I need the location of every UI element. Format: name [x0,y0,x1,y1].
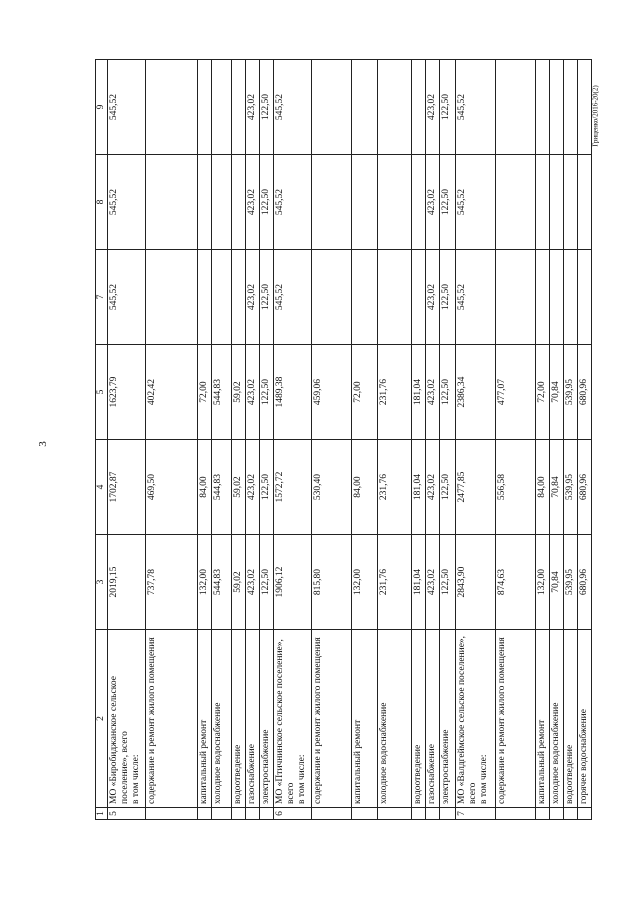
value-cell: 545,52 [274,155,312,250]
value-cell: 70,84 [550,440,564,535]
value-cell: 545,52 [456,60,496,155]
value-cell [550,155,564,250]
value-cell [412,60,426,155]
row-number-cell [260,808,274,820]
value-cell [564,60,578,155]
table-row [274,60,312,820]
value-cell: 122,50 [440,155,456,250]
value-cell [550,60,564,155]
value-cell [232,250,246,345]
value-cell [232,60,246,155]
row-number-cell: 6 [274,808,312,820]
row-number-cell [412,808,426,820]
value-cell [564,155,578,250]
item-name-cell: электроснабжение [260,630,274,808]
row-number-cell [550,808,564,820]
value-cell [378,250,412,345]
value-cell [578,250,592,345]
table-row [536,60,550,820]
row-number-cell [536,808,550,820]
value-cell: 545,52 [456,250,496,345]
value-cell [564,250,578,345]
value-cell: 1702,87 [108,440,146,535]
row-number-cell [246,808,260,820]
value-cell: 132,00 [352,535,378,630]
value-cell [312,155,352,250]
value-cell: 423,02 [246,535,260,630]
value-cell: 2843,90 [456,535,496,630]
value-cell: 122,50 [440,440,456,535]
value-cell: 1906,12 [274,535,312,630]
value-cell: 122,50 [260,155,274,250]
item-name-cell: холодное водоснабжение [378,630,412,808]
item-name-cell: холодное водоснабжение [212,630,232,808]
table-row [550,60,564,820]
row-number-cell: 7 [456,808,496,820]
value-cell: 70,84 [550,345,564,440]
value-cell [146,155,198,250]
value-cell: 544,83 [212,345,232,440]
item-name-cell: капитальный ремонт [352,630,378,808]
row-number-cell [564,808,578,820]
value-cell [578,155,592,250]
value-cell [312,60,352,155]
value-cell: 72,00 [536,345,550,440]
value-cell: 469,50 [146,440,198,535]
item-name-cell: МО «Биробиджанское сельское поселение», всего в том числе: [108,630,146,808]
value-cell [496,250,536,345]
table-row [496,60,536,820]
value-cell: 132,00 [536,535,550,630]
value-cell [312,250,352,345]
header-cell: 5 [96,345,108,440]
value-cell: 545,52 [108,155,146,250]
value-cell [352,60,378,155]
value-cell [578,60,592,155]
value-cell: 544,83 [212,440,232,535]
item-name-cell: электроснабжение [440,630,456,808]
item-name-cell: МО «Птичнинское сельское поселение», всего в том числе: [274,630,312,808]
value-cell: 530,40 [312,440,352,535]
value-cell [232,155,246,250]
value-cell: 544,83 [212,535,232,630]
value-cell: 815,80 [312,535,352,630]
value-cell [212,250,232,345]
value-cell: 122,50 [260,440,274,535]
value-cell [378,60,412,155]
value-cell: 423,02 [426,60,440,155]
value-cell: 545,52 [456,155,496,250]
row-number-cell [352,808,378,820]
value-cell [352,155,378,250]
header-cell: 2 [96,630,108,808]
value-cell: 2386,34 [456,345,496,440]
value-cell [198,250,212,345]
value-cell: 423,02 [246,60,260,155]
row-number-cell [578,808,592,820]
item-name-cell: газоснабжение [426,630,440,808]
value-cell: 231,76 [378,345,412,440]
value-cell: 423,02 [426,535,440,630]
item-name-cell: содержание и ремонт жилого помещения [496,630,536,808]
value-cell [412,155,426,250]
row-number-cell [378,808,412,820]
value-cell: 423,02 [246,440,260,535]
value-cell [550,250,564,345]
header-cell: 1 [96,808,108,820]
item-name-cell: газоснабжение [246,630,260,808]
row-number-cell: 5 [108,808,146,820]
value-cell: 122,50 [440,345,456,440]
value-cell: 1489,38 [274,345,312,440]
row-number-cell [146,808,198,820]
tariff-table [95,59,592,820]
value-cell: 59,02 [232,345,246,440]
header-cell: 8 [96,155,108,250]
value-cell: 737,78 [146,535,198,630]
value-cell: 423,02 [426,345,440,440]
value-cell: 874,63 [496,535,536,630]
header-cell: 9 [96,60,108,155]
value-cell [146,60,198,155]
table-row [440,60,456,820]
header-row [96,60,108,820]
value-cell: 423,02 [246,250,260,345]
value-cell: 84,00 [536,440,550,535]
value-cell [352,250,378,345]
value-cell [212,60,232,155]
value-cell: 84,00 [198,440,212,535]
table-row [578,60,592,820]
page-number: 3 [36,441,49,447]
value-cell: 545,52 [108,250,146,345]
value-cell: 539,95 [564,440,578,535]
value-cell: 122,50 [260,345,274,440]
value-cell: 423,02 [246,155,260,250]
table-row [426,60,440,820]
value-cell: 477,07 [496,345,536,440]
item-name-cell: МО «Валдгеймское сельское поселение», всего в том числе: [456,630,496,808]
table-row [352,60,378,820]
item-name-cell: горячее водоснабжение [578,630,592,808]
value-cell: 423,02 [426,250,440,345]
value-cell [536,60,550,155]
value-cell: 402,42 [146,345,198,440]
value-cell: 2019,15 [108,535,146,630]
item-name-cell: водоотведение [232,630,246,808]
value-cell: 122,50 [260,250,274,345]
value-cell: 59,02 [232,440,246,535]
value-cell [146,250,198,345]
value-cell: 2477,85 [456,440,496,535]
value-cell [212,155,232,250]
document-code: Гриценко/2016-20(2) [591,85,600,147]
value-cell: 70,84 [550,535,564,630]
value-cell: 423,02 [426,155,440,250]
item-name-cell: содержание и ремонт жилого помещения [312,630,352,808]
value-cell: 539,95 [564,535,578,630]
value-cell [412,250,426,345]
row-number-cell [496,808,536,820]
value-cell: 181,04 [412,345,426,440]
row-number-cell [440,808,456,820]
value-cell: 181,04 [412,440,426,535]
value-cell [378,155,412,250]
item-name-cell: капитальный ремонт [536,630,550,808]
table-row [456,60,496,820]
value-cell [496,60,536,155]
value-cell: 680,96 [578,535,592,630]
value-cell: 231,76 [378,535,412,630]
row-number-cell [212,808,232,820]
value-cell [536,250,550,345]
table-row [212,60,232,820]
value-cell: 545,52 [108,60,146,155]
value-cell: 84,00 [352,440,378,535]
value-cell: 459,06 [312,345,352,440]
value-cell: 680,96 [578,345,592,440]
table-row [564,60,578,820]
header-cell: 7 [96,250,108,345]
value-cell: 231,76 [378,440,412,535]
row-number-cell [232,808,246,820]
table-body [108,60,592,820]
table-row [232,60,246,820]
value-cell: 59,02 [232,535,246,630]
value-cell: 539,95 [564,345,578,440]
value-cell [198,155,212,250]
value-cell: 545,52 [274,60,312,155]
table-row [146,60,198,820]
rotated-table-container [95,60,589,820]
row-number-cell [312,808,352,820]
table-row [378,60,412,820]
value-cell: 122,50 [440,250,456,345]
value-cell: 122,50 [440,535,456,630]
value-cell [198,60,212,155]
table-row [412,60,426,820]
value-cell: 132,00 [198,535,212,630]
header-cell: 4 [96,440,108,535]
value-cell: 1623,79 [108,345,146,440]
value-cell: 556,58 [496,440,536,535]
item-name-cell: капитальный ремонт [198,630,212,808]
value-cell: 680,96 [578,440,592,535]
item-name-cell: водоотведение [564,630,578,808]
value-cell: 122,50 [260,60,274,155]
value-cell: 72,00 [352,345,378,440]
value-cell [496,155,536,250]
item-name-cell: холодное водоснабжение [550,630,564,808]
table-row [246,60,260,820]
value-cell: 423,02 [426,440,440,535]
value-cell: 423,02 [246,345,260,440]
value-cell: 122,50 [440,60,456,155]
item-name-cell: содержание и ремонт жилого помещения [146,630,198,808]
value-cell: 181,04 [412,535,426,630]
table-row [260,60,274,820]
item-name-cell: водоотведение [412,630,426,808]
value-cell: 1572,72 [274,440,312,535]
value-cell: 545,52 [274,250,312,345]
table-row [312,60,352,820]
row-number-cell [198,808,212,820]
row-number-cell [426,808,440,820]
table-row [108,60,146,820]
value-cell: 72,00 [198,345,212,440]
table-row [198,60,212,820]
value-cell [536,155,550,250]
value-cell: 122,50 [260,535,274,630]
header-cell: 3 [96,535,108,630]
